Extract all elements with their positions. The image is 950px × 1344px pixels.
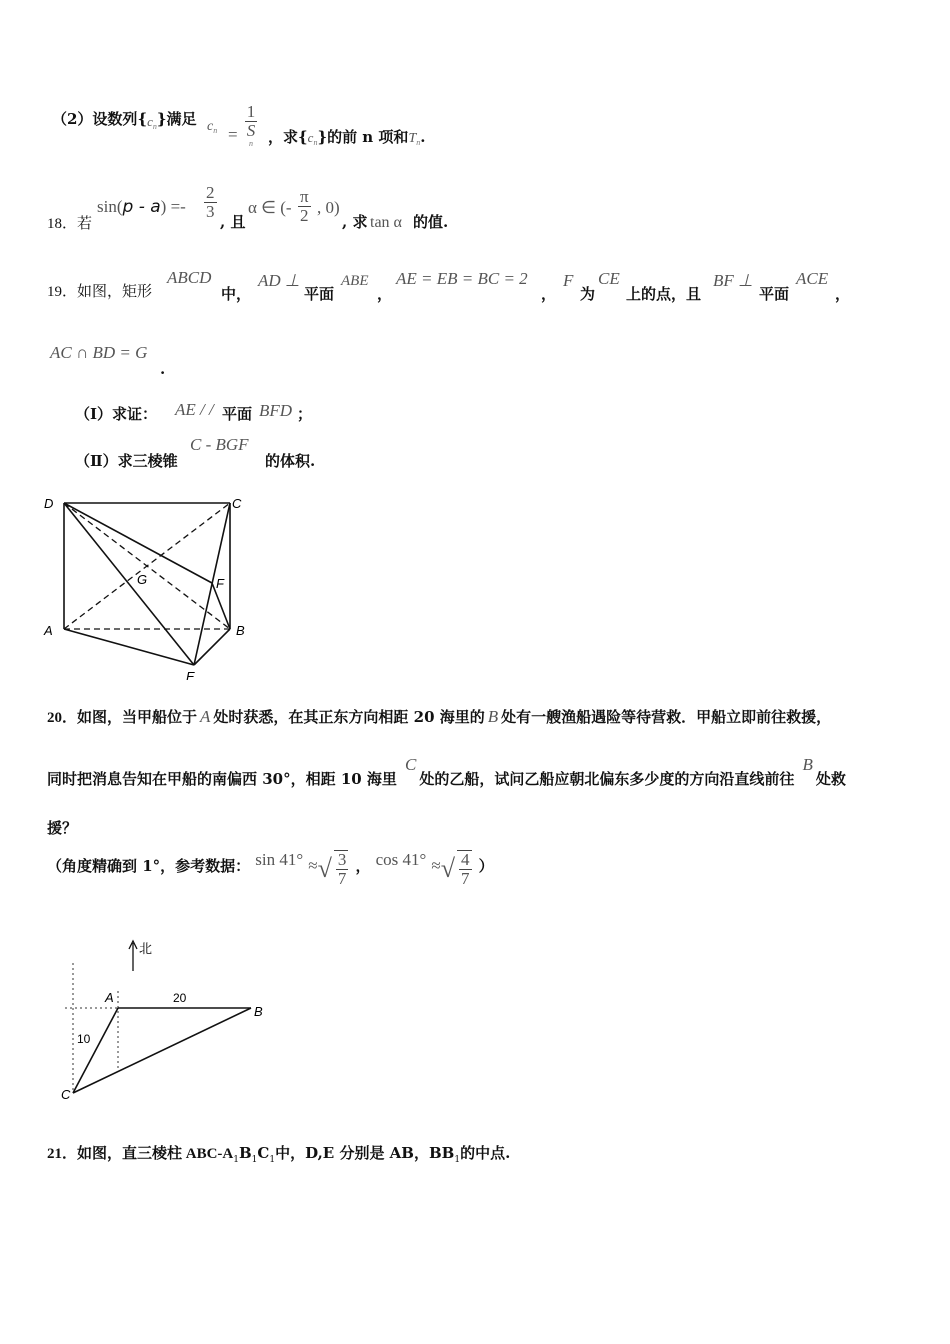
label-f: F <box>216 576 224 591</box>
q19-vol: 的体积. <box>265 452 316 470</box>
q19-comma3: ， <box>835 285 851 303</box>
q20-line3: 援？ <box>47 819 78 837</box>
q18-sin-expr: sin(p - a) =- <box>97 197 186 217</box>
q19-bfperp: BF ⊥ <box>713 271 753 290</box>
figure-19 <box>40 490 260 680</box>
q19-part1: （Ⅰ）求证： <box>75 405 158 423</box>
q19-ace: ACE <box>796 269 829 288</box>
label-a: A <box>44 623 53 638</box>
q19-pm: 平面 <box>304 285 335 303</box>
label-b: B <box>236 623 245 638</box>
q17-formula: = 1 S n <box>228 102 256 148</box>
q19-ce: CE <box>598 269 620 288</box>
q19-abcd: ABCD <box>167 268 212 287</box>
q19-pm3: 平面 <box>222 405 253 423</box>
label-d: D <box>44 496 54 511</box>
q19-f: F <box>563 271 574 290</box>
label-e: E <box>186 669 195 680</box>
q18-tan: tan α <box>370 214 402 231</box>
q19-adperp: AD ⊥ <box>258 271 300 290</box>
edge-de <box>64 503 194 665</box>
label-a: A <box>105 990 114 1005</box>
q17-part2 <box>52 102 197 152</box>
q18-pi-frac: $\frac{\pi}{2}$ <box>300 187 309 225</box>
sqrt-4-7: √ $\frac{4}{7}$ <box>440 850 470 888</box>
q17-text-1: （2）设数列{ <box>52 110 148 128</box>
label-b: B <box>254 1004 263 1019</box>
q19-part2: （Ⅱ）求三棱锥 <box>75 452 178 470</box>
edge-df <box>64 503 212 583</box>
edge-be <box>194 629 230 665</box>
q17-rest: ，求$\{c_n\}$的前 n 项和$T_n$. <box>268 128 426 147</box>
label-g: G <box>137 572 148 587</box>
q19-comma: ， <box>377 285 393 303</box>
q19-zhong: 中， <box>221 285 252 303</box>
label-c: C <box>232 496 242 511</box>
q19-dot: . <box>160 360 166 378</box>
q20-line4: （角度精确到 1°，参考数据： sin 41° ≈√ $\frac{3}{7}$ ， cos 41° ≈√ $\frac{4}{7}$ ） <box>47 850 494 888</box>
sqrt-3-7: √ $\frac{3}{7}$ <box>317 850 347 888</box>
segment-cb <box>73 1008 251 1093</box>
label-20: 20 <box>173 991 187 1005</box>
edge-ae <box>64 629 194 665</box>
north-label: 北 <box>139 941 153 956</box>
q17-formula-lhs: $c_n$ <box>207 119 218 135</box>
q18-zero: , 0) <box>317 198 340 217</box>
label-c: C <box>61 1087 71 1102</box>
q19-ae: AE / / <box>175 400 214 419</box>
q20-line2: 同时把消息告知在甲船的南偏西 30°，相距 10 海里 C处的乙船，试问乙船应朝北偏东多少度的方向沿直线前往 B处救 <box>47 755 846 788</box>
q18-alpha: α ∈ (- <box>248 198 292 217</box>
q19-bfd: BFD <box>259 401 293 420</box>
q17-text-2: }满足 <box>156 110 197 128</box>
q18-end: 的值. <box>413 213 449 231</box>
q19-cbgf: C - BGF <box>190 435 249 454</box>
segment-ac <box>73 1008 118 1093</box>
label-10: 10 <box>77 1032 91 1046</box>
figure-20 <box>55 935 275 1105</box>
q18-ask: , 求 <box>342 213 368 231</box>
q17-fraction: 1 S n <box>246 102 256 148</box>
q19-acbd: AC ∩ BD = G <box>50 343 148 362</box>
q18: 18．若 <box>47 216 93 232</box>
q19-eqs: AE = EB = BC = 2 <box>396 269 528 288</box>
q19-on: 上的点，且 <box>626 285 702 303</box>
q21: 21．如图，直三棱柱 ABC-$A_1B_1C_1$中，D,E 分别是 AB，$BB_1$的中点. <box>47 1144 511 1166</box>
q19-semi: ； <box>297 405 313 423</box>
q18-fraction: $\frac{2}{3}$ <box>206 183 215 221</box>
q19-abe: ABE <box>341 273 369 289</box>
q18-and: , 且 <box>220 213 246 231</box>
q19-line1: 19．如图，矩形 <box>47 284 153 300</box>
q19-comma2: ， <box>541 285 557 303</box>
q19-wei: 为 <box>580 285 596 303</box>
q17-c: cn <box>147 114 157 131</box>
q20-line1: 20．如图，当甲船位于 A 处时获悉，在其正东方向相距 20 海里的 B 处有一艘渔船遇险等待营救．甲船立即前往救援， <box>47 707 832 726</box>
q19-pm2: 平面 <box>759 285 790 303</box>
